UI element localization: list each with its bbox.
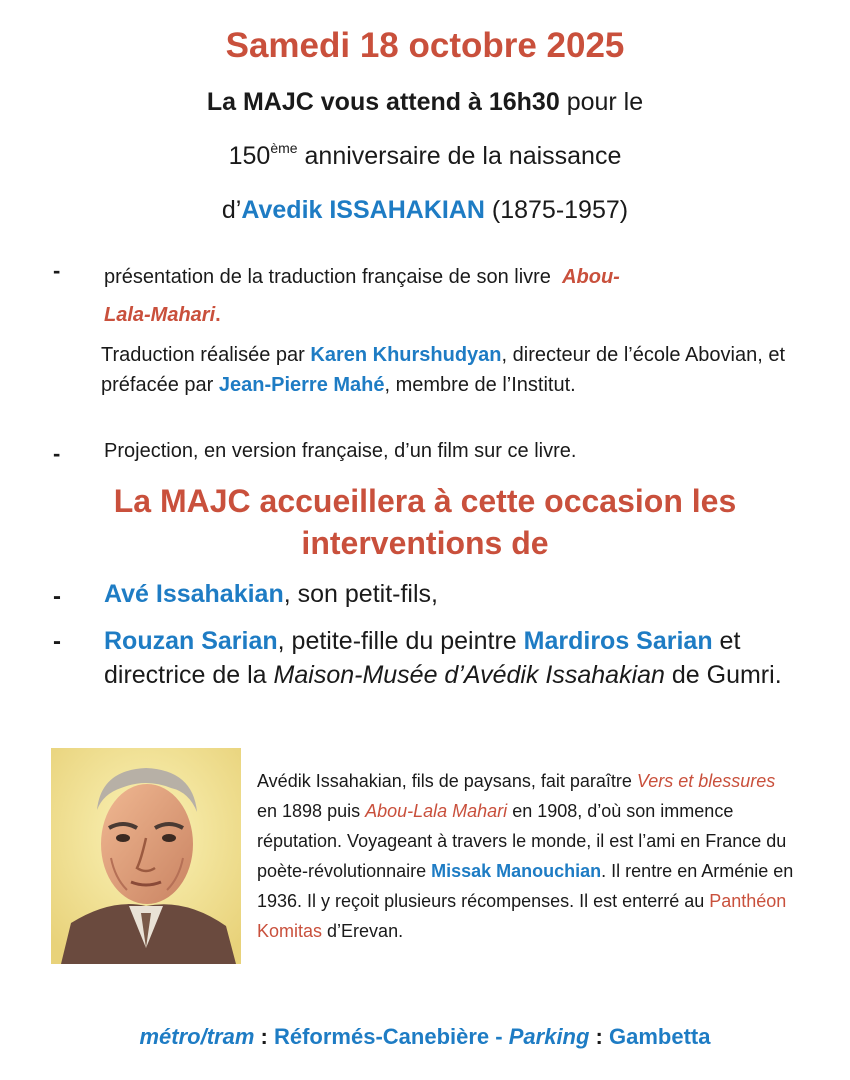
intro-line-3 — [0, 196, 850, 225]
bullet-dash: - — [53, 258, 61, 283]
intro-line-2 — [0, 142, 850, 171]
speaker-rouzan-text-3: de Gumri. — [664, 661, 782, 689]
program-item-presentation — [104, 258, 744, 334]
speaker-ave-name: Avé Issahakian — [104, 580, 284, 608]
speaker-rouzan-text-1: , petite-fille du peintre — [277, 627, 524, 655]
intro-time: La MAJC vous attend à 16h30 — [206, 88, 560, 116]
book-title-a: Abou- — [562, 266, 620, 288]
bio-book-1: Vers et blessures — [636, 771, 776, 791]
anniversary-number: 150 — [228, 142, 271, 170]
speaker-rouzan — [104, 624, 804, 692]
book-title-b: Lala-Mahari — [104, 304, 216, 326]
speaker-rouzan-text-2: et directrice de la — [104, 627, 741, 689]
translation-note — [101, 340, 801, 400]
bullet-dash: - — [53, 583, 61, 610]
intro-line-1 — [0, 88, 850, 117]
painter-name: Mardiros Sarian — [523, 627, 713, 655]
parking-location: Gambetta — [609, 1024, 711, 1049]
translation-text-3: , membre de l’Institut. — [384, 374, 576, 396]
intro-line-1-rest: pour le — [559, 88, 644, 116]
access-info — [0, 1024, 850, 1050]
bio-text-4: . Il rentre en Arménie en 1936. Il y reçoit plusieurs récompenses. Il est enterré au — [257, 861, 794, 911]
poet-portrait — [51, 748, 241, 964]
speaker-rouzan-name: Rouzan Sarian — [104, 627, 278, 655]
speaker-ave — [104, 580, 804, 609]
translation-text-2: , directeur de l’école Abovian, et préfacée par — [101, 344, 786, 396]
speaker-ave-role: , son petit-fils, — [283, 580, 438, 608]
poet-years: (1875-1957) — [484, 196, 629, 224]
footer-dash: - — [489, 1024, 509, 1049]
poet-biography — [257, 766, 797, 946]
bio-text-3: en 1908, d’où son immence réputation. Voyageant à travers le monde, il est l’ami en France du poète-révolutionnaire — [257, 801, 787, 881]
bio-book-2: Abou-Lala Mahari — [365, 801, 508, 821]
interventions-heading — [0, 480, 850, 564]
heading-line-2: interventions de — [301, 525, 549, 561]
bio-text-5: d’Erevan. — [322, 921, 404, 941]
metro-station: Réformés-Canebière — [273, 1024, 490, 1049]
metro-sep: : — [254, 1024, 274, 1049]
anniversary-text: anniversaire de la naissance — [297, 142, 622, 170]
bullet-dash: - — [53, 628, 61, 655]
bio-pantheon: Panthéon Komitas — [257, 891, 787, 941]
presentation-text: présentation de la traduction française de son livre — [104, 266, 551, 288]
bio-missak: Missak Manouchian — [431, 861, 602, 881]
bio-text-1: Avédik Issahakian, fils de paysans, fait paraître — [257, 771, 637, 791]
translation-text-1: Traduction réalisée par — [101, 344, 311, 366]
parking-label: Parking — [508, 1024, 590, 1049]
museum-name: Maison-Musée d’Avédik Issahakian — [273, 661, 665, 689]
parking-sep: : — [589, 1024, 609, 1049]
program-item-projection: Projection, en version française, d’un film sur ce livre. — [104, 440, 577, 462]
intro-prefix: d’ — [221, 196, 242, 224]
bio-text-2: en 1898 puis — [257, 801, 366, 821]
preface-author: Jean-Pierre Mahé — [218, 374, 385, 396]
bullet-dash: - — [53, 441, 61, 466]
heading-line-1: La MAJC accueillera à cette occasion les — [113, 483, 737, 519]
anniversary-suffix: ème — [270, 140, 298, 156]
book-title-end: . — [215, 304, 221, 326]
translator-name: Karen Khurshudyan — [310, 344, 502, 366]
metro-label: métro/tram — [139, 1024, 255, 1049]
event-date: Samedi 18 octobre 2025 — [225, 26, 625, 65]
poet-name: Avedik ISSAHAKIAN — [241, 196, 485, 224]
